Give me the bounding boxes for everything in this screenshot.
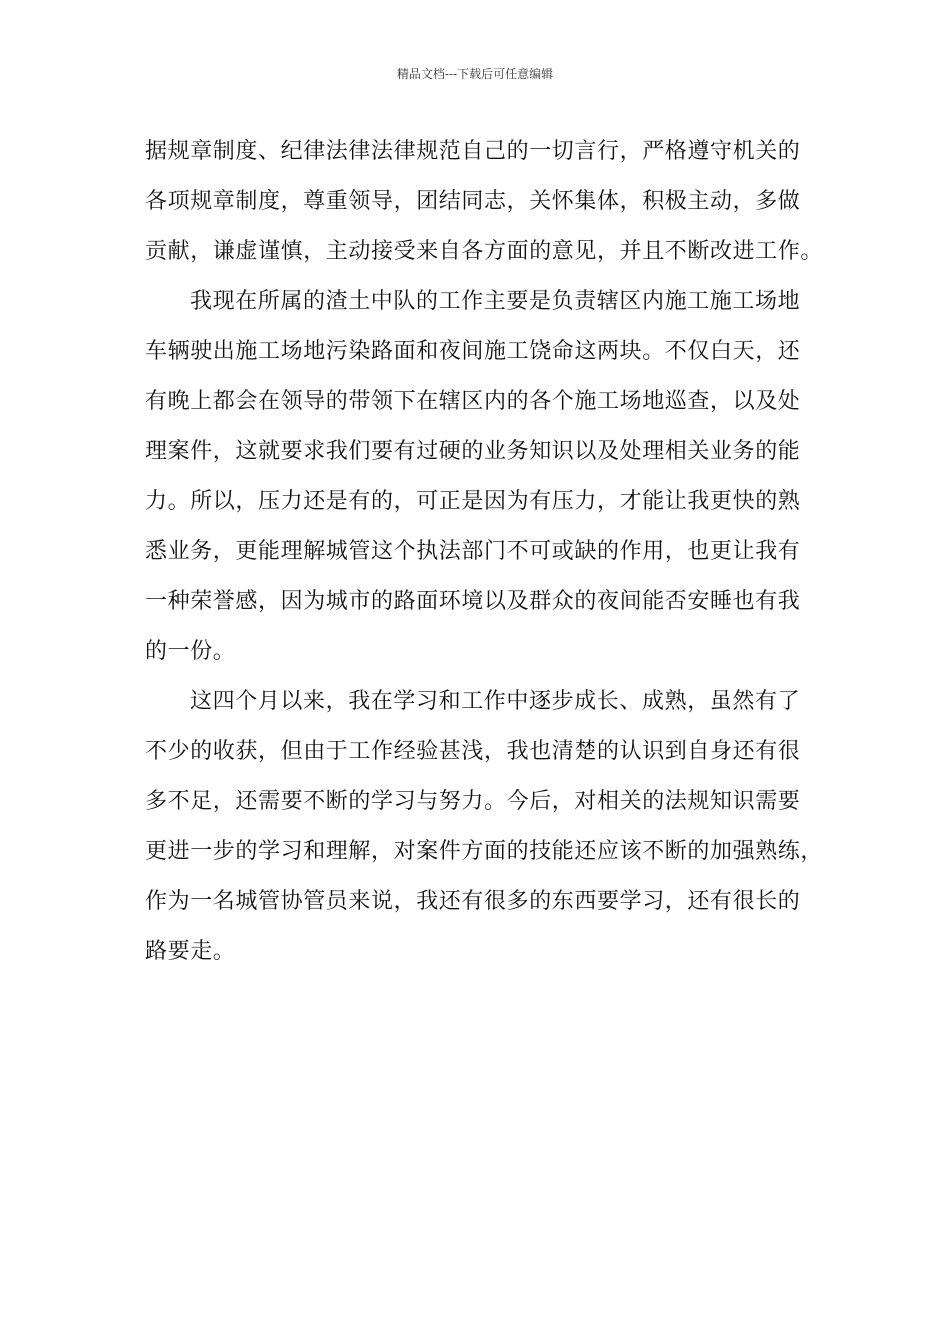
text-line: 悉业务，更能理解城管这个执法部门不可或缺的作用，也更让我有 [145,539,801,564]
text-line: 理案件，这就要求我们要有过硬的业务知识以及处理相关业务的能 [145,439,801,464]
text-line: 这四个月以来，我在学习和工作中逐步成长、成熟，虽然有了 [190,689,801,714]
text-line: 一种荣誉感，因为城市的路面环境以及群众的夜间能否安睡也有我 [145,589,801,614]
text-line: 力。所以，压力还是有的，可正是因为有压力，才能让我更快的熟 [145,489,801,514]
document-body [145,131,824,981]
text-line: 贡献，谦虚谨慎，主动接受来自各方面的意见，并且不断改进工作。 [145,239,824,264]
text-line: 多不足，还需要不断的学习与努力。今后，对相关的法规知识需要 [145,789,801,814]
text-line: 据规章制度、纪律法律法律规范自己的一切言行，严格遵守机关的 [145,139,801,164]
text-line: 不少的收获，但由于工作经验甚浅，我也清楚的认识到自身还有很 [145,739,801,764]
text-line: 的一份。 [145,639,236,664]
paragraph-2 [145,281,815,681]
paragraph-1 [145,131,824,281]
paragraph-3 [145,681,824,981]
text-line: 作为一名城管协管员来说，我还有很多的东西要学习，还有很长的 [145,889,801,914]
text-line: 各项规章制度，尊重领导，团结同志，关怀集体，积极主动，多做 [145,189,801,214]
text-line: 我现在所属的渣土中队的工作主要是负责辖区内施工施工场地 [190,289,801,314]
text-line: 更进一步的学习和理解，对案件方面的技能还应该不断的加强熟练， [145,839,824,864]
text-line: 有晚上都会在领导的带领下在辖区内的各个施工场地巡查，以及处 [145,389,801,414]
text-line: 路要走。 [145,939,236,964]
text-line: 车辆驶出施工场地污染路面和夜间施工饶命这两块。不仅白天，还 [145,339,801,364]
page-header: 精品文档---下载后可任意编辑 [396,67,554,81]
